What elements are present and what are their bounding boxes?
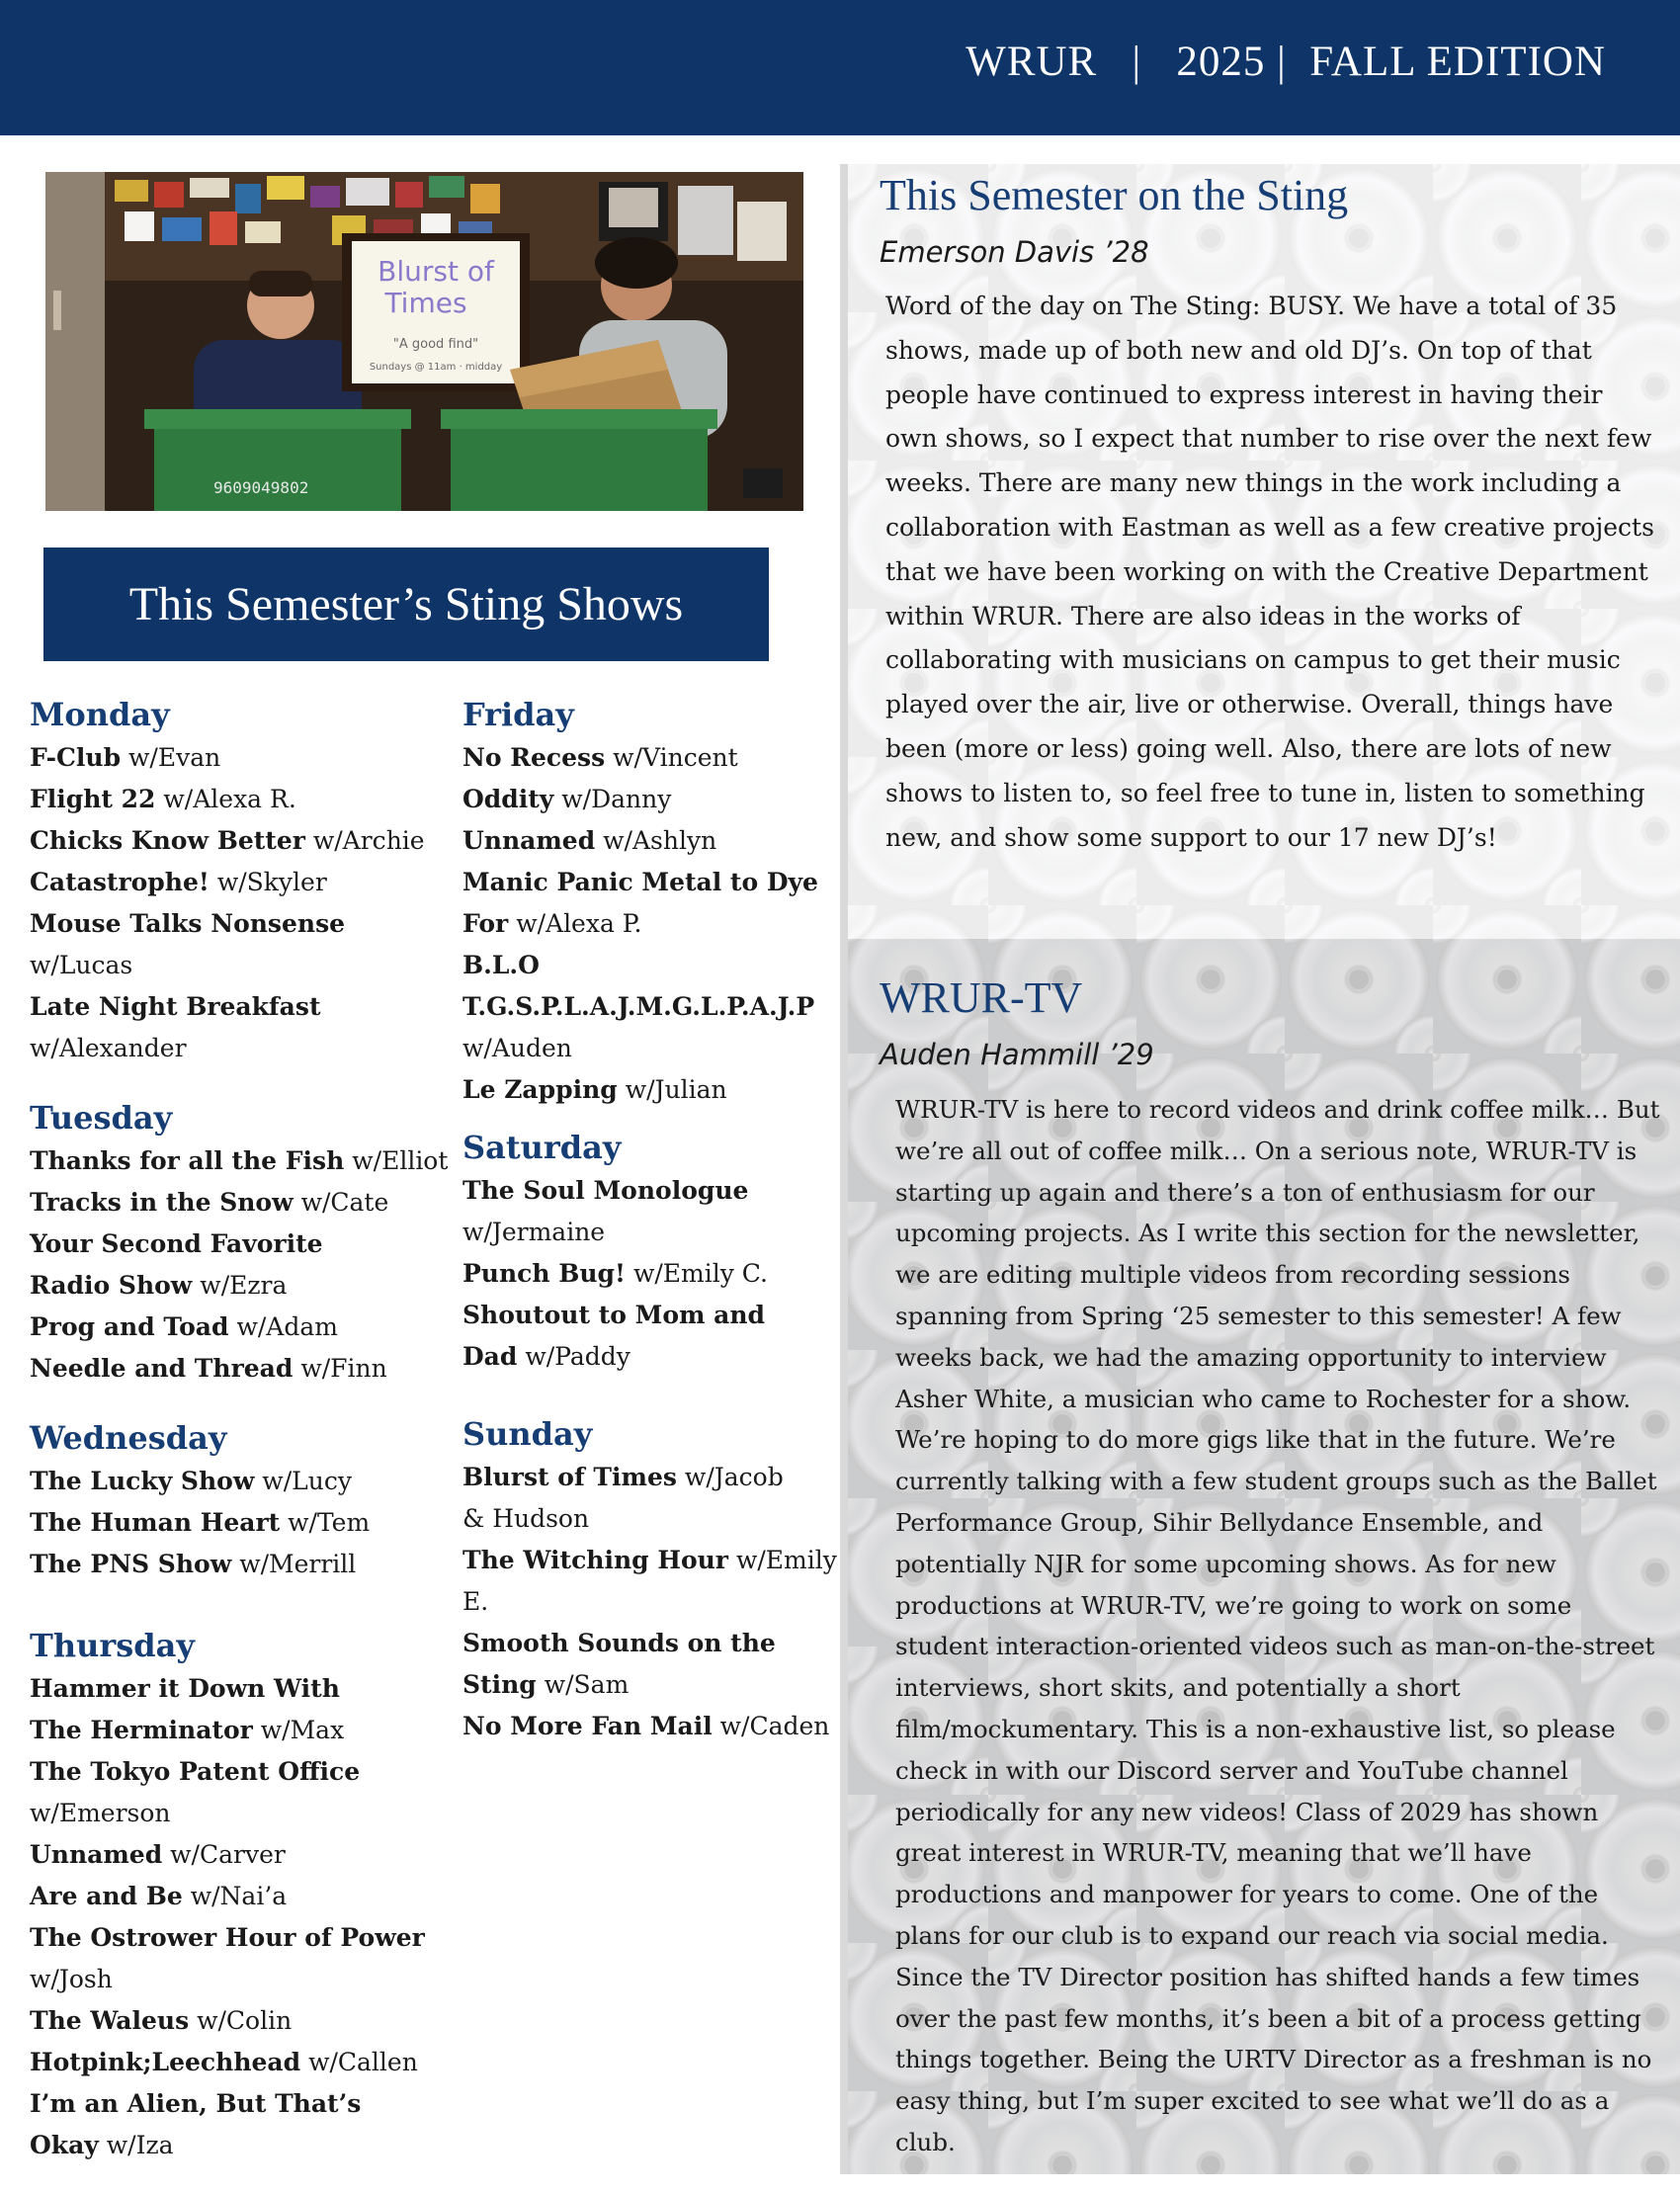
- show-name: Catastrophe!: [30, 868, 210, 896]
- sign-text-line4: Sundays @ 11am · midday: [369, 362, 503, 373]
- show-entry: [30, 2083, 425, 2166]
- show-entry: [30, 1751, 366, 1834]
- show-name: Le Zapping: [462, 1075, 618, 1104]
- show-entry: [462, 779, 848, 820]
- bin-label: 9609049802: [213, 478, 309, 497]
- show-name: B.L.O: [462, 951, 540, 979]
- show-host: w/Merrill: [239, 1550, 357, 1578]
- show-entry: [462, 1069, 848, 1111]
- show-name: F-Club: [30, 743, 122, 772]
- show-host: w/Jermaine: [462, 1218, 606, 1246]
- show-host: w/Julian: [625, 1075, 727, 1104]
- station-photo: [45, 172, 803, 511]
- sting-article-byline: Emerson Davis ’28: [880, 235, 1149, 269]
- shows-banner-title: This Semester’s Sting Shows: [128, 578, 684, 631]
- show-host: w/Danny: [561, 785, 672, 813]
- show-name: The Ostrower Hour of Power: [30, 1923, 425, 1952]
- show-name: Needle and Thread: [30, 1354, 294, 1383]
- schedule-column-left: [30, 694, 455, 2194]
- show-name: Late Night Breakfast: [30, 992, 321, 1021]
- sting-article-body: Word of the day on The Sting: BUSY. We have a total of 35 shows, made up of both new and old DJ’s. On top of that people have continued to express interest in having their own shows, so I expect that number to rise over the next few weeks. There are many new things in the work including a collaboration with Eastman as well as a few creative projects that we have been working on with the Creative Department within WRUR. There are also ideas in the works of collaborating with musicians on campus to get their music played over the air, live or otherwise. Overall, things have been (more or less) going well. Also, there are lots of new shows to listen to, so feel free to tune in, listen to something new, and show some support to our 17 new DJ’s!: [885, 292, 1654, 852]
- show-entry: [30, 2000, 455, 2042]
- show-entry: [462, 1170, 779, 1253]
- show-entry: [462, 945, 848, 986]
- show-host: w/Callen: [308, 2048, 418, 2076]
- sting-article-title: This Semester on the Sting: [880, 171, 1349, 219]
- show-entry: [30, 1461, 455, 1502]
- show-entry: [30, 1917, 425, 2000]
- show-host: w/Lucy: [262, 1467, 352, 1495]
- show-host: w/Elliot: [352, 1146, 449, 1175]
- day-thursday: [30, 1625, 455, 2166]
- day-title: Monday: [30, 696, 170, 733]
- show-host: w/Josh: [30, 1965, 113, 1993]
- show-host: w/Archie: [312, 826, 425, 855]
- show-name: The Witching Hour: [462, 1546, 728, 1574]
- show-entry: [462, 1540, 848, 1623]
- show-name: Punch Bug!: [462, 1259, 627, 1288]
- show-host: w/Alexander: [30, 1034, 187, 1062]
- show-entry: [30, 986, 455, 1069]
- show-host: w/Paddy: [525, 1342, 630, 1371]
- show-host: w/Emily C.: [632, 1259, 768, 1288]
- show-name: Chicks Know Better: [30, 826, 305, 855]
- day-friday: [462, 694, 848, 1111]
- sign-text-line1: Blurst of: [378, 255, 494, 288]
- show-host: w/Nai’a: [190, 1882, 288, 1910]
- show-host: w/Vincent: [613, 743, 738, 772]
- show-host: w/Emerson: [30, 1799, 171, 1827]
- show-name: The Waleus: [30, 2006, 190, 2035]
- show-name: I’m an Alien, But That’s Okay: [30, 2089, 362, 2159]
- show-host: w/Emily E.: [462, 1546, 837, 1616]
- show-name: Tracks in the Snow: [30, 1188, 294, 1217]
- show-host: w/Ezra: [200, 1271, 288, 1300]
- show-host: w/Auden: [462, 1034, 572, 1062]
- show-entry: [30, 903, 455, 986]
- day-monday: [30, 694, 455, 1069]
- show-entry: [462, 1457, 808, 1540]
- show-host: w/Colin: [197, 2006, 293, 2035]
- show-name: Thanks for all the Fish: [30, 1146, 345, 1175]
- show-entry: [30, 1182, 455, 1224]
- show-name: The Lucky Show: [30, 1467, 255, 1495]
- show-host: w/Ashlyn: [603, 826, 717, 855]
- day-title: Saturday: [462, 1129, 622, 1166]
- show-host: w/Adam: [236, 1312, 338, 1341]
- show-entry: [30, 820, 455, 862]
- sign-text-line2: Times: [384, 287, 467, 319]
- show-name: Unnamed: [462, 826, 596, 855]
- show-entry: [30, 1307, 455, 1348]
- day-sunday: [462, 1413, 848, 1747]
- show-name: Oddity: [462, 785, 554, 813]
- show-entry: [462, 1623, 848, 1706]
- masthead-banner: [0, 0, 1680, 135]
- day-title: Tuesday: [30, 1099, 173, 1137]
- show-entry: [462, 820, 848, 862]
- show-name: Your Second Favorite Radio Show: [30, 1229, 323, 1300]
- show-entry: [30, 1224, 395, 1307]
- show-name: Smooth Sounds on the Sting: [462, 1629, 776, 1699]
- tv-article-byline: Auden Hammill ’29: [880, 1038, 1154, 1071]
- show-name: The Human Heart: [30, 1508, 281, 1537]
- show-host: w/Jacob & Hudson: [462, 1463, 784, 1533]
- show-host: w/Finn: [300, 1354, 387, 1383]
- show-host: w/Max: [260, 1716, 345, 1744]
- show-name: The PNS Show: [30, 1550, 232, 1578]
- show-name: Prog and Toad: [30, 1312, 229, 1341]
- show-name: Mouse Talks Nonsense: [30, 909, 346, 938]
- show-entry: [462, 862, 848, 945]
- tv-article-title: WRUR-TV: [880, 973, 1083, 1022]
- show-name: The Soul Monologue: [462, 1176, 749, 1205]
- tv-article-body: WRUR-TV is here to record videos and drink coffee milk… But we’re all out of coffee milk… On a serious note, WRUR-TV is starting up again and there’s a ton of enthusiasm for our upcoming projects. As I write this section for the newsletter, we are editing multiple videos from recording sessions spanning from Spring ‘25 semester to this semester! A few weeks back, we had the amazing opportunity to interview Asher White, a musician who came to Rochester for a show. We’re hoping to do more gigs like that in the future. We’re currently talking with a few student groups such as the Ballet Performance Group, Sihir Bellydance Ensemble, and potentially NJR for some upcoming shows. As for new productions at WRUR-TV, we’re going to work on some student interaction-oriented videos such as man-on-the-street interviews, short skits, and potentially a short film/mockumentary. This is a non-exhaustive list, so please check in with our Discord server and YouTube channel periodically for any new videos! Class of 2029 has shown great interest in WRUR-TV, meaning that we’ll have productions and manpower for years to come. One of the plans for our club is to expand our reach via social media. Since the TV Director position has shifted hands a few times over the past few months, it’s been a bit of a process getting things together. Being the URTV Director as a freshman is no easy thing, but I’m super excited to see what we’ll do as a club.: [895, 1095, 1660, 2156]
- show-name: Manic Panic Metal to Dye For: [462, 868, 818, 938]
- day-title: Sunday: [462, 1415, 593, 1453]
- show-name: T.G.S.P.L.A.J.M.G.L.P.A.J.P: [462, 992, 815, 1021]
- shows-banner: [43, 548, 769, 661]
- show-host: w/Tem: [288, 1508, 371, 1537]
- show-host: w/Evan: [128, 743, 221, 772]
- show-entry: [30, 1834, 455, 1876]
- show-name: The Tokyo Patent Office: [30, 1757, 361, 1786]
- day-title: Wednesday: [30, 1419, 227, 1457]
- day-saturday: [462, 1127, 848, 1378]
- show-host: w/Alexa R.: [163, 785, 296, 813]
- show-name: Shoutout to Mom and Dad: [462, 1301, 766, 1371]
- show-entry: [30, 1348, 455, 1390]
- show-host: w/Cate: [300, 1188, 389, 1217]
- show-entry: [462, 1253, 848, 1295]
- show-entry: [462, 1706, 848, 1747]
- show-entry: [462, 1295, 798, 1378]
- show-name: Hammer it Down With The Herminator: [30, 1674, 340, 1744]
- show-name: No Recess: [462, 743, 606, 772]
- show-host: w/Caden: [719, 1712, 830, 1740]
- show-host: w/Alexa P.: [516, 909, 642, 938]
- show-name: Blurst of Times: [462, 1463, 677, 1491]
- show-entry: [30, 779, 455, 820]
- day-wednesday: [30, 1417, 455, 1585]
- show-host: w/Skyler: [216, 868, 327, 896]
- show-entry: [30, 862, 455, 903]
- show-name: Hotpink;Leechhead: [30, 2048, 301, 2076]
- show-entry: [30, 2042, 455, 2083]
- show-entry: [462, 986, 815, 1069]
- day-title: Friday: [462, 696, 574, 733]
- show-entry: [30, 737, 455, 779]
- show-name: Flight 22: [30, 785, 156, 813]
- show-entry: [30, 1502, 455, 1544]
- day-tuesday: [30, 1097, 455, 1390]
- show-host: w/Iza: [106, 2131, 174, 2159]
- show-host: w/Sam: [544, 1670, 630, 1699]
- show-host: w/Lucas: [30, 951, 133, 979]
- articles-panel: [840, 164, 1680, 2174]
- show-host: w/Carver: [170, 1840, 286, 1869]
- show-name: No More Fan Mail: [462, 1712, 713, 1740]
- show-name: Are and Be: [30, 1882, 183, 1910]
- show-entry: [30, 1544, 455, 1585]
- show-entry: [30, 1668, 395, 1751]
- masthead-title: WRUR | 2025 | FALL EDITION: [966, 39, 1606, 85]
- show-entry: [30, 1140, 455, 1182]
- show-name: Unnamed: [30, 1840, 163, 1869]
- sign-text-line3: "A good find": [392, 337, 479, 352]
- show-entry: [462, 737, 848, 779]
- schedule-column-right: [462, 694, 848, 1775]
- day-title: Thursday: [30, 1627, 195, 1664]
- show-entry: [30, 1876, 455, 1917]
